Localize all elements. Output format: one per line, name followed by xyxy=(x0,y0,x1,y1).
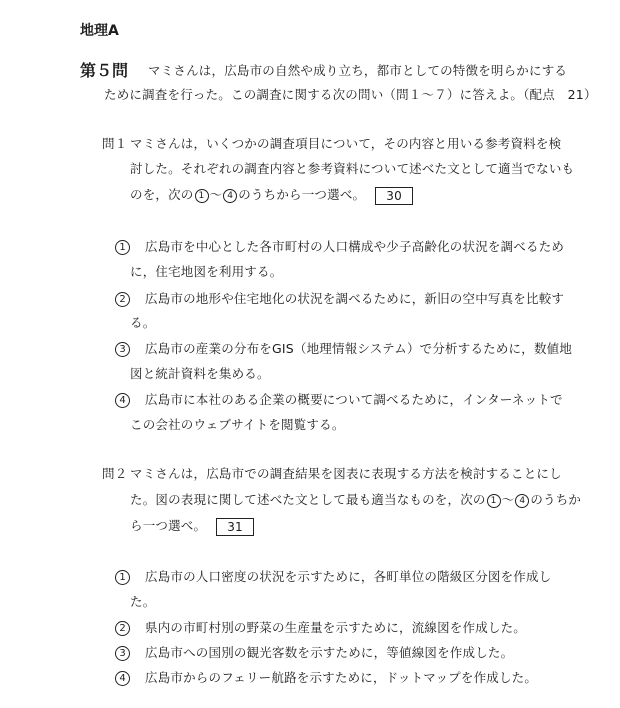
q2-option-1-line-2: た。 xyxy=(130,594,156,609)
q2-text-line-3 xyxy=(130,516,254,536)
question-intro-line-2: ために調査を行った。この調査に関する次の問い（問１～７）に答えよ。（配点 21） xyxy=(104,87,597,102)
q1-option-4-line-2: この会社のウェブサイトを閲覧する。 xyxy=(130,417,345,432)
q2-option-3-line-1: 広島市への国別の観光客数を示すために，等値線図を作成した。 xyxy=(145,645,514,660)
q2-option-1-number: 1 xyxy=(115,570,130,585)
q1-option-1-line-1: 広島市を中心とした各市町村の人口構成や少子高齢化の状況を調べるため xyxy=(145,239,565,254)
q2-range-end-marker: 4 xyxy=(515,494,529,508)
q1-option-2-line-1: 広島市の地形や住宅地化の状況を調べるために，新旧の空中写真を比較す xyxy=(145,291,565,306)
q1-answer-box: 30 xyxy=(375,187,413,205)
q1-option-2-number: 2 xyxy=(115,292,130,307)
q1-line3-pre: のを，次の xyxy=(130,187,194,202)
q1-option-3-number: 3 xyxy=(115,342,130,357)
q2-line2-post: のうちか xyxy=(530,492,582,507)
q1-option-2-line-2: る。 xyxy=(130,315,156,330)
q1-option-1-number: 1 xyxy=(115,240,130,255)
q2-option-4-line-1: 広島市からのフェリー航路を示すために，ドットマップを作成した。 xyxy=(145,670,538,685)
q2-option-1-line-1: 広島市の人口密度の状況を示すために，各町単位の階級区分図を作成し xyxy=(145,569,552,584)
question-number: 第５問 xyxy=(80,61,129,80)
q1-label: 問１ xyxy=(102,136,128,151)
q2-line2-pre: た。図の表現に関して述べた文として最も適当なものを，次の xyxy=(130,492,486,507)
q1-option-3-line-2: 図と統計資料を集める。 xyxy=(130,366,270,381)
question-intro-line-1: マミさんは，広島市の自然や成り立ち，都市としての特徴を明らかにする xyxy=(148,63,568,78)
q2-range-sep: ～ xyxy=(501,492,515,507)
q2-label: 問２ xyxy=(102,466,128,481)
q1-range-end-marker: 4 xyxy=(223,189,237,203)
q2-answer-box: 31 xyxy=(216,518,254,536)
q1-line3-post: のうちから一つ選べ。 xyxy=(238,187,366,202)
q1-option-4-line-1: 広島市に本社のある企業の概要について調べるために，インターネットで xyxy=(145,392,563,407)
subject-heading: 地理A xyxy=(80,23,119,39)
q2-option-3-number: 3 xyxy=(115,646,130,661)
q2-option-4-number: 4 xyxy=(115,671,130,686)
q2-option-2-line-1: 県内の市町村別の野菜の生産量を示すために，流線図を作成した。 xyxy=(145,620,527,635)
q1-option-4-number: 4 xyxy=(115,393,130,408)
q2-option-2-number: 2 xyxy=(115,621,130,636)
q1-range-sep: ～ xyxy=(209,187,223,202)
q2-line3-text: ら一つ選べ。 xyxy=(130,518,207,533)
q2-range-start-marker: 1 xyxy=(487,494,501,508)
q1-range-start-marker: 1 xyxy=(195,189,209,203)
q1-text-line-1: マミさんは，いくつかの調査項目について，その内容と用いる参考資料を検 xyxy=(130,136,562,151)
q2-text-line-2 xyxy=(130,490,581,508)
q1-text-line-3 xyxy=(130,185,413,205)
q2-text-line-1: マミさんは，広島市での調査結果を図表に表現する方法を検討することにし xyxy=(130,466,562,481)
q1-text-line-2: 討した。それぞれの調査内容と参考資料について述べた文として適当でないも xyxy=(130,161,575,176)
q1-option-1-line-2: に，住宅地図を利用する。 xyxy=(130,264,283,279)
q1-option-3-line-1: 広島市の産業の分布をGIS（地理情報システム）で分析するために，数値地 xyxy=(145,341,573,356)
